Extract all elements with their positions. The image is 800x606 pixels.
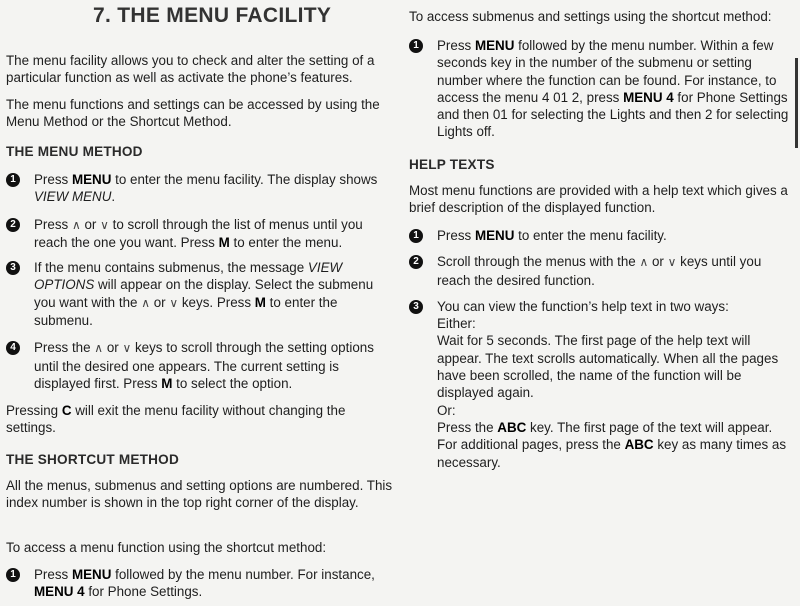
list-item (6, 259, 394, 329)
shortcut-method-heading: THE SHORTCUT METHOD (6, 452, 179, 467)
either-label: Either: (437, 316, 476, 332)
step-text: will appear on the display. Select the submenu you want with the (34, 277, 374, 310)
key-name: MENU 4 (34, 584, 85, 600)
list-item (6, 566, 394, 601)
step-text: or (103, 340, 123, 356)
page-title: 7. THE MENU FACILITY (93, 4, 332, 27)
step-text: key. The first page of the text will appear. For additional pages, press the (437, 419, 773, 453)
down-arrow-icon: ∨ (169, 295, 179, 310)
step-text: If the menu contains submenus, the message (34, 260, 308, 276)
step-number-badge: 1 (6, 173, 20, 187)
key-name: M (254, 294, 266, 310)
list-item (409, 227, 790, 244)
step-text: to enter the menu facility. The display shows (111, 172, 378, 187)
up-arrow-icon: ∧ (71, 217, 81, 232)
menu-method-steps (6, 171, 394, 392)
step-number-badge: 1 (409, 229, 423, 243)
help-steps (409, 227, 790, 471)
help-intro: Most menu functions are provided with a help text which gives a brief description of the displayed function. (409, 183, 788, 216)
step-number-badge: 3 (6, 261, 20, 275)
or-label: Or: (437, 402, 456, 418)
key-name: MENU (71, 567, 112, 582)
abc-option-text (437, 419, 790, 471)
help-texts-heading: HELP TEXTS (409, 157, 495, 172)
step-number-badge: 3 (409, 300, 423, 314)
step-text: or (149, 294, 170, 310)
up-arrow-icon: ∧ (94, 341, 104, 356)
step-text: to enter the menu facility. (514, 228, 667, 243)
step-text: key as many times as necessary. (437, 437, 787, 470)
wait-option-text: Wait for 5 seconds. The first page of the help text will appear. The text scrolls automatically. When all the pages have been scrolled, the name of the function will be displayed again. (437, 333, 779, 401)
step-text: Press (34, 567, 72, 582)
intro-paragraph-2: The menu functions and settings can be accessed by using the Menu Method or the Shortcut Method. (6, 97, 380, 130)
down-arrow-icon: ∨ (122, 341, 132, 356)
step-text: or (80, 216, 101, 232)
shortcut-intro: All the menus, submenus and setting options are numbered. This index number is shown in the top right corner of the display. (6, 478, 393, 511)
key-name: MENU (474, 228, 515, 243)
step-number-badge: 2 (6, 218, 20, 232)
step-text: Press (34, 216, 72, 232)
shortcut-steps (6, 566, 394, 601)
step-text: to select the option. (172, 375, 293, 391)
submenu-steps (409, 37, 790, 141)
step-text: Press the (34, 340, 95, 356)
step-text: to enter the submenu. (34, 294, 338, 329)
page-edge-mark (795, 58, 798, 148)
down-arrow-icon: ∨ (667, 255, 677, 270)
list-item (6, 216, 394, 252)
step-text: followed by the menu number. For instance, (111, 567, 375, 582)
note-text: will exit the menu facility without changing the settings. (6, 403, 346, 436)
step-text: Press (437, 228, 475, 243)
list-item (6, 171, 394, 206)
step-text: for Phone Settings. (84, 584, 203, 600)
note-text: Pressing (6, 403, 62, 418)
step-text: keys. Press (178, 294, 255, 310)
display-message: VIEW MENU (34, 189, 112, 205)
step-text: Scroll through the menus with the (437, 254, 640, 270)
pressing-c-note (6, 402, 394, 437)
step-text: keys to scroll through the setting options until the desired one appears. The current setting is displayed first. Press (34, 340, 374, 391)
list-item (409, 298, 790, 471)
key-name: C (61, 403, 72, 418)
shortcut-access-text: To access a menu function using the shortcut method: (6, 540, 327, 555)
step-text: keys until you reach the desired function. (437, 254, 762, 288)
list-item (6, 339, 394, 392)
list-item (409, 253, 790, 289)
step-text: to enter the menu. (229, 234, 343, 250)
down-arrow-icon: ∨ (100, 217, 109, 232)
intro-paragraph-1: The menu facility allows you to check and alter the setting of a particular function as well as activate the phone’s features. (6, 53, 375, 86)
submenu-access-text: To access submenus and settings using the shortcut method: (409, 9, 772, 24)
key-name: M (218, 234, 230, 250)
step-text: Press the (437, 419, 498, 435)
key-name: M (161, 375, 173, 391)
step-text: . (111, 189, 116, 205)
key-name: MENU 4 (623, 89, 674, 105)
step-text: Press (34, 172, 72, 187)
list-item (409, 37, 790, 141)
step-number-badge: 1 (409, 39, 423, 53)
menu-method-heading: THE MENU METHOD (6, 144, 143, 159)
step-text: followed by the menu number. Within a few seconds key in the number of the submenu or setting number where the function can be found. For instance, to access the menu 4 01 2, press (437, 38, 777, 105)
step-text: You can view the function’s help text in two ways: (437, 298, 729, 314)
step-number-badge: 2 (409, 255, 423, 269)
step-number-badge: 4 (6, 341, 20, 355)
step-text: or (648, 254, 668, 270)
key-name: MENU (474, 38, 515, 53)
key-name: ABC (497, 419, 527, 435)
up-arrow-icon: ∧ (141, 295, 150, 310)
step-text: for Phone Settings and then 01 for selecting the Lights and then 2 for selecting Lights off. (437, 89, 789, 140)
step-number-badge: 1 (6, 568, 20, 582)
step-text: Press (437, 38, 475, 53)
key-name: ABC (624, 437, 654, 453)
key-name: MENU (71, 172, 112, 187)
up-arrow-icon: ∧ (639, 255, 649, 270)
step-text: to scroll through the list of menus until you reach the one you want. Press (34, 216, 363, 250)
display-message: VIEW OPTIONS (34, 260, 343, 293)
